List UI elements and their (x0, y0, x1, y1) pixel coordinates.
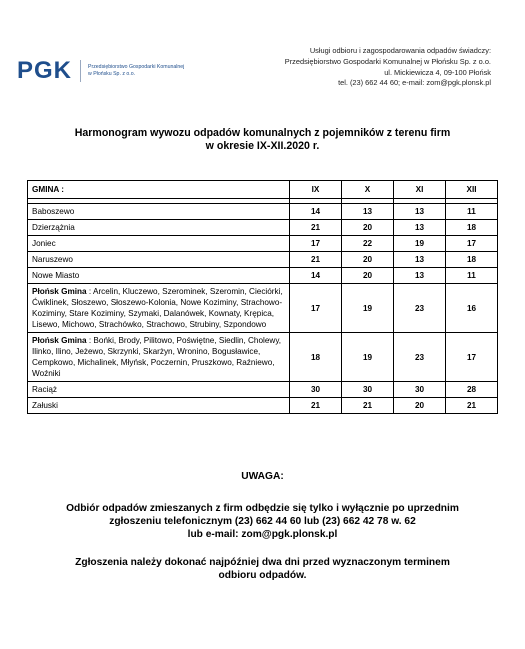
date-ix: 18 (290, 333, 342, 382)
date-x: 19 (342, 333, 394, 382)
date-xi: 13 (394, 204, 446, 220)
notice-line: lub e-mail: zom@pgk.plonsk.pl (187, 529, 338, 540)
schedule-table (27, 180, 498, 414)
municipality-name-bold: Płońsk Gmina (32, 336, 87, 345)
date-ix: 17 (290, 236, 342, 252)
date-x: 20 (342, 220, 394, 236)
date-xii: 18 (446, 220, 498, 236)
notice-body (0, 502, 525, 541)
date-x: 19 (342, 284, 394, 333)
date-xi: 13 (394, 220, 446, 236)
date-ix: 21 (290, 220, 342, 236)
table-row (28, 398, 498, 414)
municipality-name: Baboszewo (28, 204, 290, 220)
date-xi: 13 (394, 268, 446, 284)
title-line1: Harmonogram wywozu odpadów komunalnych z pojemników z terenu firm (74, 127, 451, 139)
date-ix: 14 (290, 204, 342, 220)
column-header-xi: XI (394, 181, 446, 199)
municipality-name: Naruszewo (28, 252, 290, 268)
date-xii: 11 (446, 204, 498, 220)
date-xii: 11 (446, 268, 498, 284)
document-title (0, 127, 525, 153)
date-xi: 19 (394, 236, 446, 252)
contact-line: Usługi odbioru i zagospodarowania odpadów świadczy: (309, 46, 491, 55)
date-xii: 16 (446, 284, 498, 333)
table-row (28, 284, 498, 333)
company-contact-info (285, 46, 491, 89)
date-x: 20 (342, 268, 394, 284)
date-x: 21 (342, 398, 394, 414)
notice-line: odbioru odpadów. (218, 570, 307, 581)
municipality-name: Nowe Miasto (28, 268, 290, 284)
date-x: 22 (342, 236, 394, 252)
date-x: 30 (342, 382, 394, 398)
table-header-row (28, 181, 498, 199)
date-xii: 18 (446, 252, 498, 268)
date-x: 20 (342, 252, 394, 268)
logo-subtitle-line2: w Płońsku Sp. z o.o. (88, 71, 136, 77)
date-ix: 30 (290, 382, 342, 398)
contact-line: Przedsiębiorstwo Gospodarki Komunalnej w Płońsku Sp. z o.o. (284, 56, 491, 66)
notice-line: Odbiór odpadów zmieszanych z firm odbędzie się tylko i wyłącznie po uprzednim (66, 503, 459, 514)
date-xii: 17 (446, 236, 498, 252)
logo-divider (80, 60, 81, 82)
column-header-ix: IX (290, 181, 342, 199)
table-row (28, 268, 498, 284)
notice-deadline (0, 556, 525, 582)
column-header-gmina: GMINA : (28, 181, 290, 199)
village-list: : Arcelin, Kluczewo, Szerominek, Szeromin, Cieciórki, Ćwiklinek, Słoszewo, Słoszewo-Kolonia, Nowe Koziminy, Strachowo-Koziminy, Stare Koziminy, Szymaki, Dalanówek, Kownaty, Krępica, Lisewo, Michowo, Strachówko, Strachowo, Strubiny, Szpondowo (32, 287, 283, 329)
municipality-name (28, 333, 290, 382)
municipality-name: Dzierzążnia (28, 220, 290, 236)
municipality-name-bold: Płońsk Gmina (32, 287, 87, 296)
date-xi: 23 (394, 333, 446, 382)
logo-subtitle-line1: Przedsiębiorstwo Gospodarki Komunalnej (88, 63, 185, 70)
table-row (28, 333, 498, 382)
column-header-x: X (342, 181, 394, 199)
date-ix: 21 (290, 398, 342, 414)
village-list: : Bońki, Brody, Pilitowo, Poświętne, Siedlin, Cholewy, Ilinko, Ilino, Jeżewo, Skrzynki, Skarżyn, Wronino, Bogusławice, Cempkowo, Michalinek, Młyńsk, Poczernin, Pruszkowo, Raźniewo, Woźniki (32, 336, 282, 378)
title-line2: w okresie IX-XII.2020 r. (205, 140, 320, 152)
date-xii: 21 (446, 398, 498, 414)
municipality-name: Załuski (28, 398, 290, 414)
table-row (28, 204, 498, 220)
date-x: 13 (342, 204, 394, 220)
date-xii: 17 (446, 333, 498, 382)
logo-subtitle (88, 64, 208, 79)
notice-heading: UWAGA: (241, 471, 284, 482)
date-xi: 13 (394, 252, 446, 268)
date-ix: 17 (290, 284, 342, 333)
logo-mark: PGK (17, 57, 73, 84)
contact-line: ul. Mickiewicza 4, 09-100 Płońsk (384, 67, 491, 77)
date-xi: 20 (394, 398, 446, 414)
table-row (28, 220, 498, 236)
date-ix: 14 (290, 268, 342, 284)
municipality-name: Raciąż (28, 382, 290, 398)
date-xii: 28 (446, 382, 498, 398)
date-xi: 30 (394, 382, 446, 398)
notice-line: zgłoszeniu telefonicznym (23) 662 44 60 lub (23) 662 42 78 w. 62 (109, 516, 416, 527)
date-ix: 21 (290, 252, 342, 268)
company-logo (17, 58, 208, 84)
contact-line: tel. (23) 662 44 60; e-mail: zom@pgk.plonsk.pl (338, 78, 491, 88)
date-xi: 23 (394, 284, 446, 333)
notice-line: Zgłoszenia należy dokonać najpóźniej dwa dni przed wyznaczonym terminem (75, 557, 450, 568)
column-header-xii: XII (446, 181, 498, 199)
table-row (28, 236, 498, 252)
table-row (28, 382, 498, 398)
municipality-name: Joniec (28, 236, 290, 252)
municipality-name (28, 284, 290, 333)
table-row (28, 252, 498, 268)
